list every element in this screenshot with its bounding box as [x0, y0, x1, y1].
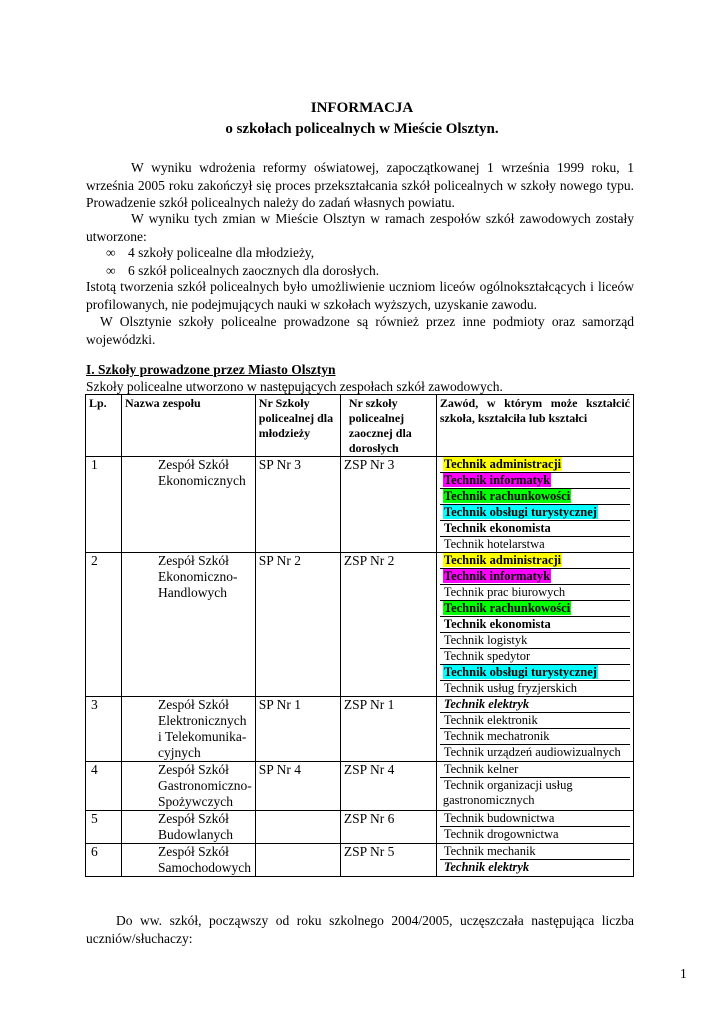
page-number: 1	[680, 966, 687, 981]
cell-name: Zespół Szkół Ekonomiczno-Handlowych	[122, 553, 256, 697]
table-row	[86, 762, 634, 811]
profession-label: Technik rachunkowości	[443, 601, 571, 615]
profession-label: Technik organizacji usług gastronomicznych	[442, 778, 573, 807]
profession-label: Technik elektryk	[443, 697, 530, 711]
cell-name: Zespół Szkół Gastronomiczno-Spożywczych	[122, 762, 256, 811]
profession-label: Technik urządzeń audiowizualnych	[443, 745, 621, 759]
cell-zsp: ZSP Nr 6	[340, 811, 436, 844]
intro-paragraph: W wyniku wdrożenia reformy oświatowej, zapoczątkowanej 1 września 1999 roku, 1 września 2005 roku zakończył się proces przekształcania szkół policealnych w szkoły nowego typu. Prowadzenie szkół policealnych należy do zadań własnych powiatu.	[86, 160, 634, 210]
changes-paragraph: W wyniku tych zmian w Mieście Olsztyn w ramach zespołów szkół zawodowych zostały utworzone:	[86, 211, 634, 244]
profession-label: Technik mechatronik	[443, 729, 550, 743]
section-subtitle: Szkoły policealne utworzono w następujących zespołach szkół zawodowych.	[86, 379, 503, 394]
profession-item	[440, 457, 630, 473]
document-title: INFORMACJA	[310, 100, 414, 116]
profession-label: Technik elektryk	[443, 860, 530, 874]
list-item	[106, 262, 379, 280]
cell-professions	[436, 553, 633, 697]
profession-item	[440, 553, 630, 569]
profession-label: Technik spedytor	[443, 649, 531, 663]
profession-item	[440, 649, 630, 665]
profession-label: Technik administracji	[443, 553, 562, 567]
bullet-icon: ∞	[106, 245, 116, 260]
profession-label: Technik administracji	[443, 457, 562, 471]
cell-sp	[255, 844, 340, 877]
profession-item	[440, 601, 630, 617]
cell-sp: SP Nr 1	[255, 697, 340, 762]
profession-label: Technik prac biurowych	[443, 585, 566, 599]
cell-lp: 5	[86, 811, 122, 844]
profession-label: Technik hotelarstwa	[443, 537, 545, 551]
profession-label: Technik informatyk	[443, 569, 551, 583]
header-profession: Zawód, w którym może kształcić szkoła, kształciła lub kształci	[436, 395, 633, 457]
profession-label: Technik informatyk	[443, 473, 551, 487]
profession-item	[440, 585, 630, 601]
profession-label: Technik ekonomista	[443, 521, 551, 535]
cell-lp: 6	[86, 844, 122, 877]
cell-lp: 3	[86, 697, 122, 762]
profession-item	[440, 537, 630, 552]
cell-zsp: ZSP Nr 2	[340, 553, 436, 697]
cell-professions	[436, 844, 633, 877]
bullet-list	[106, 244, 379, 279]
profession-item	[440, 729, 630, 745]
header-lp: Lp.	[86, 395, 122, 457]
cell-zsp: ZSP Nr 5	[340, 844, 436, 877]
profession-label: Technik mechanik	[443, 844, 536, 858]
cell-name: Zespół Szkół Elektronicznych i Telekomunika-cyjnych	[122, 697, 256, 762]
profession-item	[440, 569, 630, 585]
table-row	[86, 457, 634, 553]
document-subtitle: o szkołach policealnych w Mieście Olsztyn.	[225, 121, 499, 137]
cell-sp: SP Nr 3	[255, 457, 340, 553]
profession-item	[440, 860, 630, 875]
cell-sp: SP Nr 4	[255, 762, 340, 811]
bullet-icon: ∞	[106, 262, 116, 278]
profession-label: Technik obsługi turystycznej	[443, 505, 597, 519]
cell-professions	[436, 811, 633, 844]
profession-label: Technik drogownictwa	[443, 827, 559, 841]
profession-item	[440, 633, 630, 649]
list-item	[106, 244, 379, 262]
cell-professions	[436, 762, 633, 811]
profession-item	[440, 473, 630, 489]
profession-item	[440, 778, 630, 808]
cell-sp: SP Nr 2	[255, 553, 340, 697]
bullet-text: 4 szkoły policealne dla młodzieży,	[128, 245, 315, 260]
cell-name: Zespół Szkół Budowlanych	[122, 811, 256, 844]
cell-lp: 4	[86, 762, 122, 811]
profession-label: Technik kelner	[443, 762, 519, 776]
cell-professions	[436, 457, 633, 553]
profession-item	[440, 844, 630, 860]
table-header-row	[86, 395, 634, 457]
profession-item	[440, 505, 630, 521]
profession-item	[440, 521, 630, 537]
cell-sp	[255, 811, 340, 844]
cell-zsp: ZSP Nr 1	[340, 697, 436, 762]
cell-name: Zespół Szkół Samochodowych	[122, 844, 256, 877]
cell-lp: 2	[86, 553, 122, 697]
other-providers-paragraph: W Olsztynie szkoły policealne prowadzone są również przez inne podmioty oraz samorząd wojewódzki.	[86, 314, 634, 347]
profession-item	[440, 762, 630, 778]
purpose-paragraph: Istotą tworzenia szkół policealnych było umożliwienie uczniom liceów ogólnokształcących i liceów profilowanych, nie podejmujących nauki w szkołach wyższych, uzyskanie zawodu.	[86, 279, 634, 312]
schools-table	[85, 394, 634, 877]
profession-label: Technik rachunkowości	[443, 489, 571, 503]
table-row	[86, 697, 634, 762]
profession-item	[440, 811, 630, 827]
cell-professions	[436, 697, 633, 762]
profession-label: Technik budownictwa	[443, 811, 555, 825]
profession-item	[440, 665, 630, 681]
profession-item	[440, 489, 630, 505]
profession-label: Technik obsługi turystycznej	[443, 665, 597, 679]
profession-item	[440, 827, 630, 842]
header-zsp: Nr szkoły policealnej zaocznej dla dorosłych	[340, 395, 436, 457]
profession-label: Technik usług fryzjerskich	[443, 681, 577, 695]
profession-label: Technik ekonomista	[443, 617, 551, 631]
bullet-text: 6 szkół policealnych zaocznych dla dorosłych.	[128, 262, 380, 278]
profession-item	[440, 681, 630, 696]
profession-item	[440, 617, 630, 633]
profession-item	[440, 745, 630, 760]
table-row	[86, 844, 634, 877]
table-row	[86, 811, 634, 844]
section-title: I. Szkoły prowadzone przez Miasto Olsztyn	[86, 362, 336, 377]
cell-name: Zespół Szkół Ekonomicznych	[122, 457, 256, 553]
profession-label: Technik elektronik	[443, 713, 538, 727]
cell-zsp: ZSP Nr 3	[340, 457, 436, 553]
profession-label: Technik logistyk	[443, 633, 528, 647]
table-row	[86, 553, 634, 697]
enrollment-paragraph: Do ww. szkół, począwszy od roku szkolnego 2004/2005, uczęszczała następująca liczba uczniów/słuchaczy:	[86, 913, 634, 946]
cell-zsp: ZSP Nr 4	[340, 762, 436, 811]
profession-item	[440, 713, 630, 729]
header-name: Nazwa zespołu	[122, 395, 256, 457]
cell-lp: 1	[86, 457, 122, 553]
profession-item	[440, 697, 630, 713]
header-sp: Nr Szkoły policealnej dla młodzieży	[255, 395, 340, 457]
